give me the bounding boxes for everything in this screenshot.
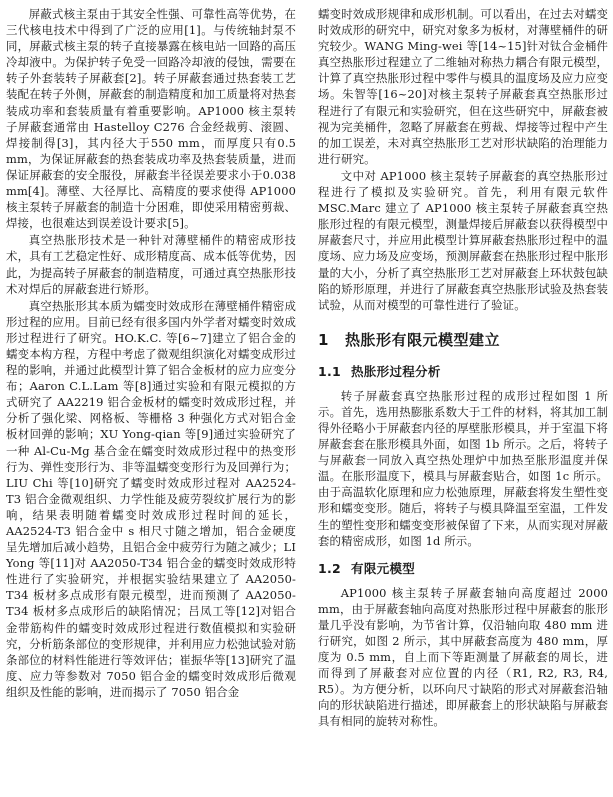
paragraph: 蠕变时效成形规律和成形机制。可以看出，在过去对蠕变时效成形的研究中，研究对象多为板材，对薄壁桶件的研究较少。WANG Ming-wei 等[14~15]针对钛合金桶件真空热胀形过程建立了二维轴对称热力耦合有限元模型，计算了真空热胀形过程中零件与模具的温度场及应力应变场。朱智等[16~20]对核主泵转子屏蔽套真空热胀形过程进行了有限元和实验研究，但在这些研究中，屏蔽套被视为完美桶件，忽略了屏蔽套在剪裁、焊接等过程中产生的加工误差，未对真空热胀形工艺对形状缺陷的治理能力进行研究。 <box>318 7 608 166</box>
subsection-number: 1.1 <box>318 363 342 379</box>
subsection-heading <box>318 559 608 577</box>
section-title: 热胀形有限元模型建立 <box>344 330 500 349</box>
paragraph: 屏蔽式核主泵由于其安全性强、可靠性高等优势，在三代核电技术中得到了广泛的应用[1]。与传统轴封泵不同，屏蔽式核主泵的转子直接暴露在核电站一回路的高压冷却液中。为保护转子免受一回路冷却液的侵蚀，需要在转子外套装转子屏蔽套[2]。转子屏蔽套通过热套装工艺装配在转子外侧，屏蔽套的制造精度和加工质量将对热套装成功率和套装质量有着重要影响。AP1000 核主泵转子屏蔽套通常由 Hastelloy C276 合金经裁剪、滚圆、焊接制得[3]，其内径大于550 mm，而厚度只有0.5 mm，为保证屏蔽套的热套装成功率及热套装质量，进而保证屏蔽套的安全服役，屏蔽套半径误差要求小于0.038 mm[4]。薄壁、大径厚比、高精度的要求使得 AP1000 核主泵转子屏蔽套的制造十分困难，即使采用精密剪裁、焊接，也很难达到误差设计要求[5]。 <box>6 7 296 231</box>
paragraph: AP1000 核主泵转子屏蔽套轴向高度超过 2000 mm，由于屏蔽套轴向高度对热胀形过程中屏蔽套的胀形量几乎没有影响，为节省计算，仅沿轴向取 480 mm 进行研究，如图 2 所示，其中屏蔽套高度为 480 mm，厚度为 0.5 mm，自上而下等距测量了屏蔽套的周长，进而得到了屏蔽套对应位置的内径（R1, R2, R3, R4, R5）。为方便分析，以环向尺寸缺陷的形式对屏蔽套沿轴向的形状缺陷进行描述，即屏蔽套上的形状缺陷与屏蔽套具有相同的旋转对称性。 <box>318 585 608 729</box>
section-heading <box>318 329 608 350</box>
right-column <box>318 6 608 731</box>
section-number: 1 <box>318 330 329 349</box>
subsection-heading <box>318 362 608 380</box>
subsection-title: 热胀形过程分析 <box>351 363 441 379</box>
paragraph: 转子屏蔽套真空热胀形过程的成形过程如图 1 所示。首先，选用热膨胀系数大于工件的材料，将其加工制得外径略小于屏蔽套内径的厚壁胀形模具，并于室温下将屏蔽套套在胀形模具外面，如图 1b 所示。之后，将转子与屏蔽套一同放入真空热处理炉中加热至胀形温度并保温。在胀形温度下，模具与屏蔽套贴合，如图 1c 所示。由于高温软化原理和应力松弛原理，屏蔽套将发生塑性变形和蠕变变形。随后，将转子与模具降温至室温，工件发生的塑性变形和蠕变变形被保留了下来，从而实现对屏蔽套的精密成形，如图 1d 所示。 <box>318 388 608 548</box>
subsection-number: 1.2 <box>318 560 342 576</box>
paragraph: 文中对 AP1000 核主泵转子屏蔽套的真空热胀形过程进行了模拟及实验研究。首先，利用有限元软件 MSC.Marc 建立了 AP1000 核主泵转子屏蔽套真空热胀形过程的有限元模型，测量焊接后屏蔽套以获得模型中屏蔽套尺寸，并应用此模型计算屏蔽套热胀形过程中的温度场、应力场及应变场，预测屏蔽套在热胀形过程中胀形量的大小，分析了真空热胀形工艺对屏蔽套上环状鼓包缺陷的矫形原理，并进行了屏蔽套真空热胀形试验及热套装试验，从而对模型的可靠性进行了验证。 <box>318 168 608 312</box>
left-column <box>6 6 296 701</box>
paragraph: 真空热胀形其本质为蠕变时效成形在薄壁桶件精密成形过程的应用。目前已经有很多国内外学者对蠕变时效成形过程进行了研究。HO.K.C. 等[6~7]建立了铝合金的蠕变本构方程，方程中考虑了微观组织演化对蠕变成形过程的影响，并通过此模型计算了铝合金板材的应力应变分布；Aaron C.L.Lam 等[8]通过实验和有限元模拟的方式研究了 AA2219 铝合金板材的蠕变时效成形过程，并分析了强化梁、网格板、等栅格 3 种强化方式对铝合金板材回弹的影响；XU Yong-qian 等[9]通过实验研究了一种 Al-Cu-Mg 基合金在蠕变时效成形过程中的热变形行为、弹性变形行为、非等温蠕变变形行为及回弹行为；LIU Chi 等[10]研究了蠕变时效成形过程对 AA2524-T3 铝合金微观组织、力学性能及疲劳裂纹扩展行为的影响，结果表明随着蠕变时效成形过程时间的延长，AA2524-T3 铝合金中 s 相尺寸随之增加，铝合金硬度呈先增加后减小趋势，且铝合金中疲劳行为随之减少；LI Yong 等[11]对 AA2050-T34 铝合金的蠕变时效成形特性进行了实验研究，并根据实验结果建立了 AA2050-T34 板材多点成形有限元模型，进而预测了 AA2050-T34 板材多点成形后的缺陷情况；吕凤工等[12]对铝合金带筋构件的蠕变时效成形过程进行数值模拟和实验研究，分析筋条部位的变形规律，并利用应力松弛试验对筋条部位的材料性能进行等效评估；崔振华等[13]研究了温度、应力等参数对 7050 铝合金的蠕变时效成形后微观组织及性能的影响，进而揭示了 7050 铝合金 <box>6 298 296 699</box>
paragraph: 真空热胀形技术是一种针对薄壁桶件的精密成形技术，具有工艺稳定性好、成形精度高、成本低等优势，因此，为提高转子屏蔽套的制造精度，可通过真空热胀形技术对焊后的屏蔽套进行矫形。 <box>6 233 296 296</box>
subsection-title: 有限元模型 <box>351 560 416 576</box>
